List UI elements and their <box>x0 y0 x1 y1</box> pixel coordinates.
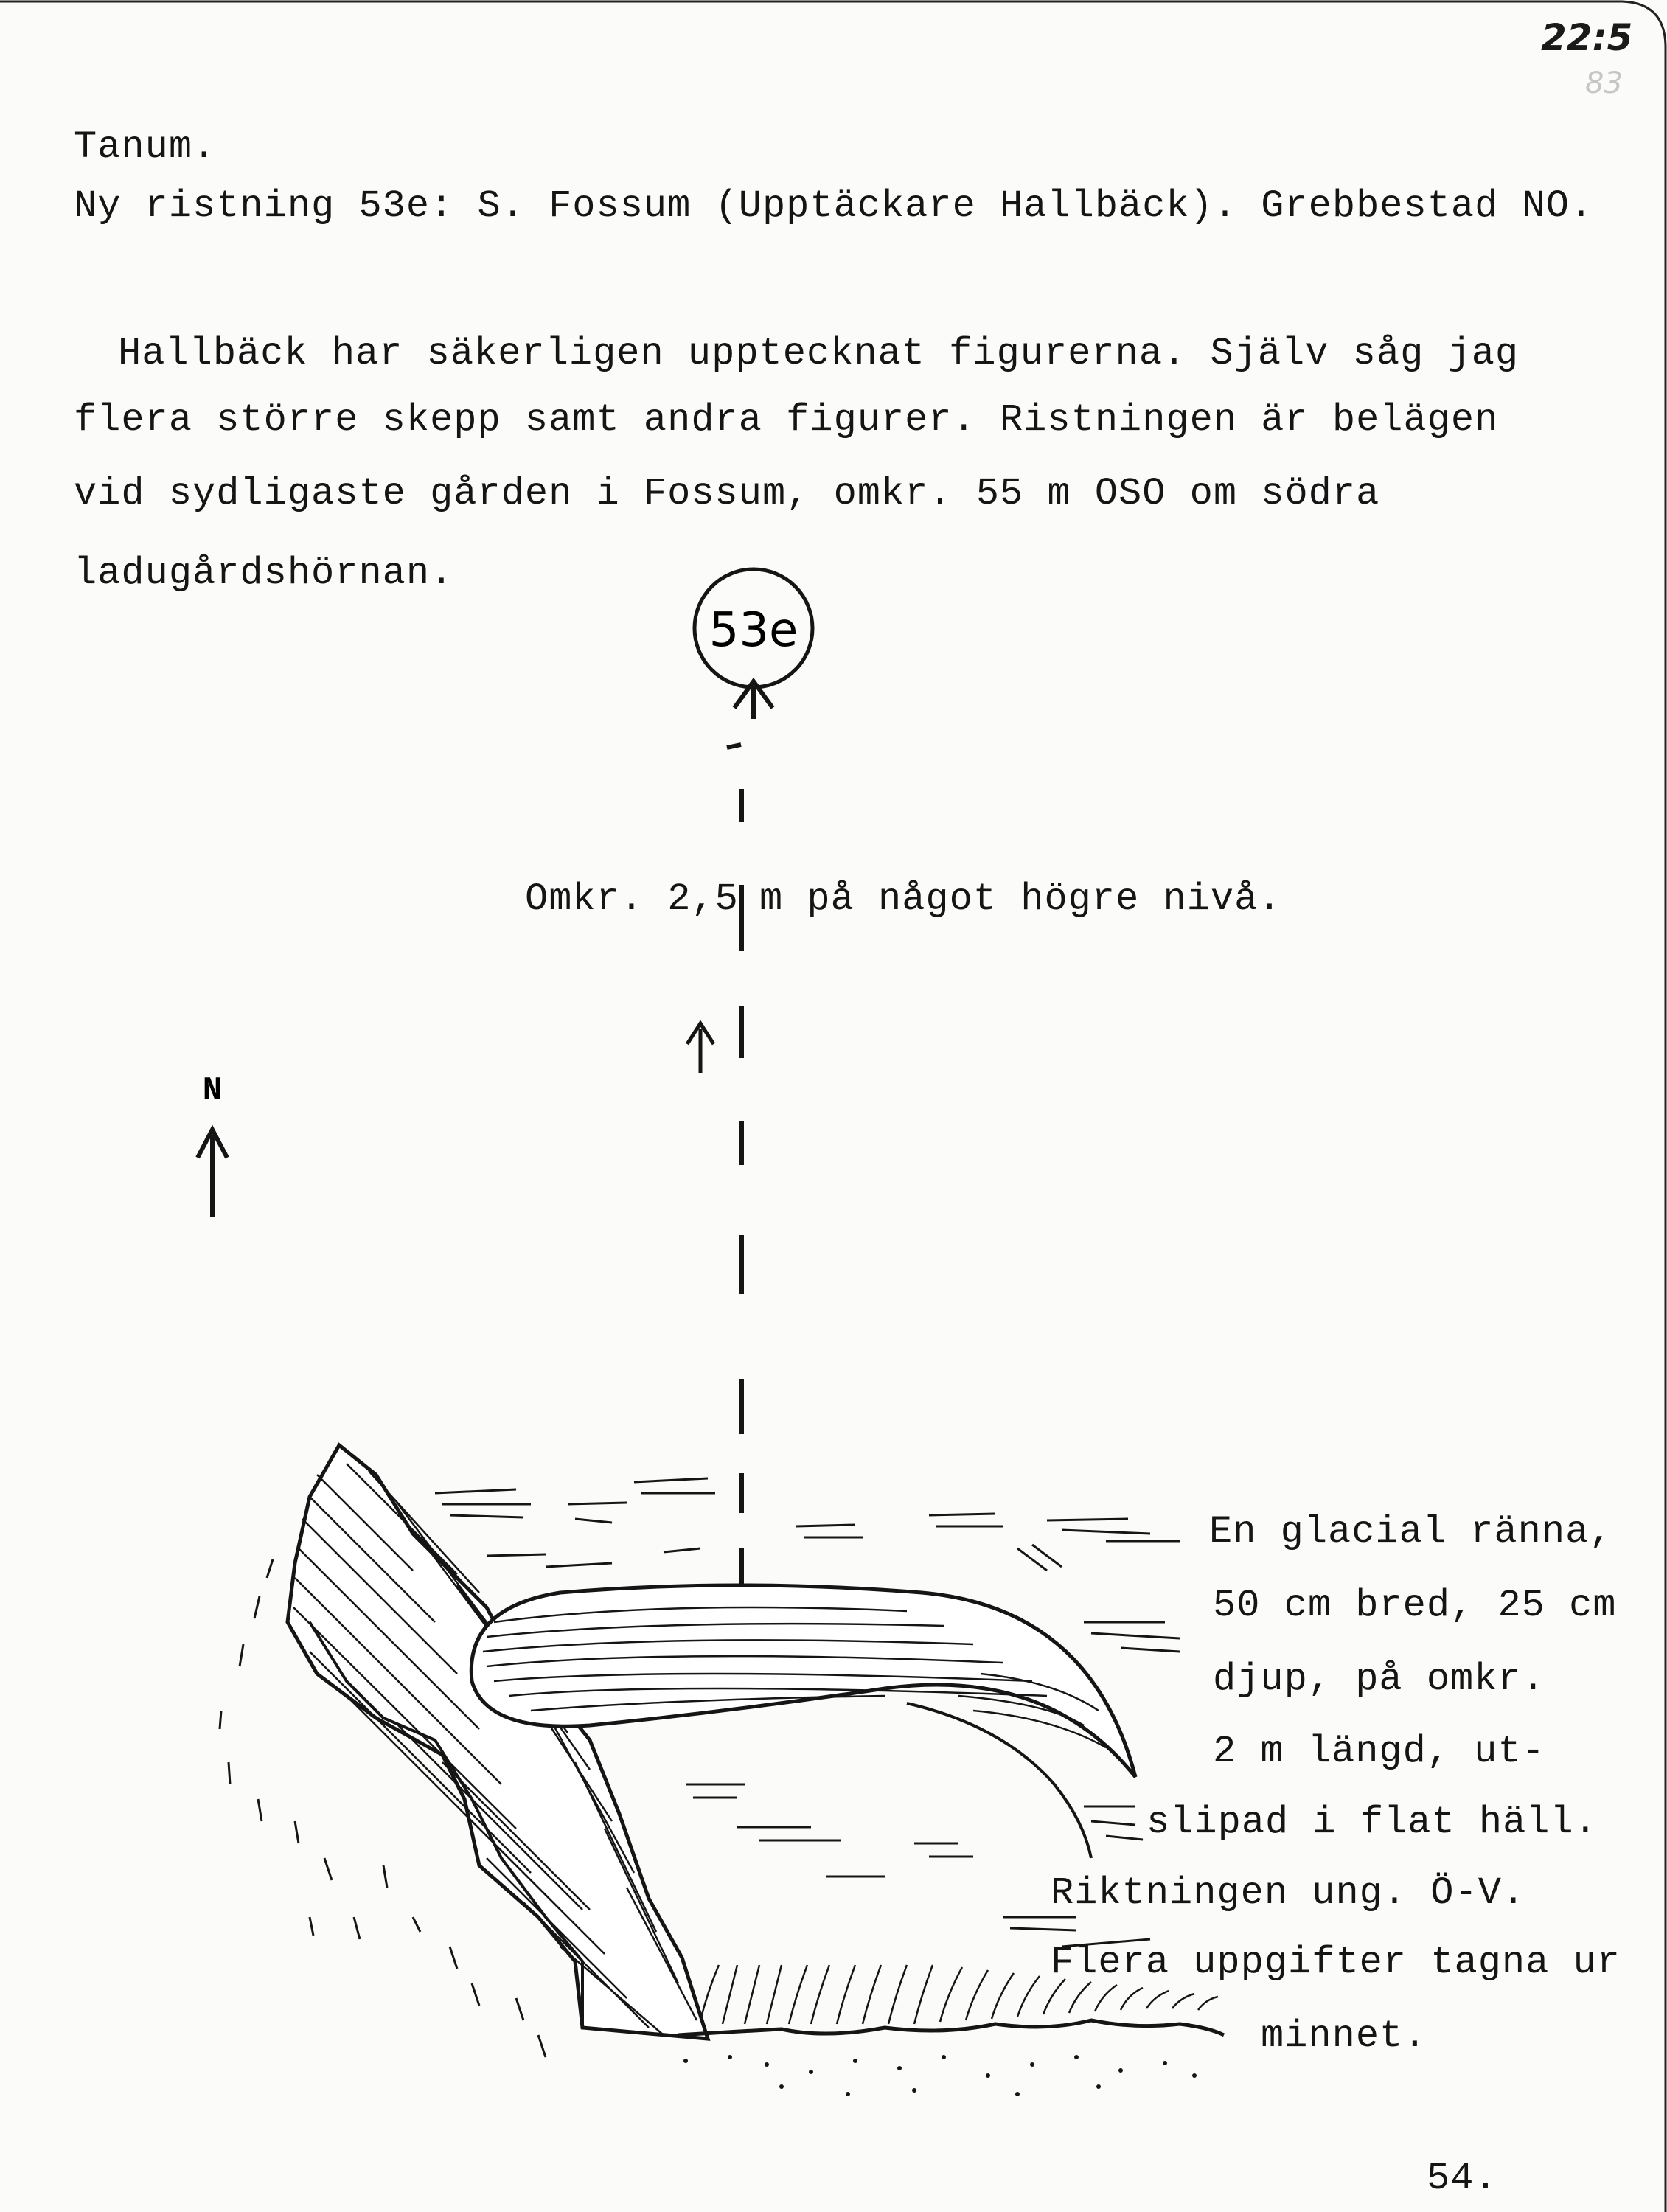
place-heading: Tanum. <box>74 125 217 169</box>
caption-line-7: Flera uppgifter tagna ur <box>1051 1941 1621 1984</box>
gravel-dots <box>683 2055 1197 2096</box>
caption-line-2: 50 cm bred, 25 cm <box>1213 1584 1617 1627</box>
page-number: 54. <box>1427 2157 1498 2200</box>
body-line-4: ladugårdshörnan. <box>74 552 454 595</box>
level-arrow-icon <box>687 1023 714 1073</box>
body-line-3: vid sydligaste gården i Fossum, omkr. 55 m OSO om södra <box>74 472 1380 515</box>
record-title: Ny ristning 53e: S. Fossum (Upptäckare Hallbäck). Grebbestad NO. <box>74 184 1594 228</box>
caption-line-6: Riktningen ung. Ö-V. <box>1051 1871 1526 1915</box>
body-line-2: flera större skepp samt andra figurer. Ristningen är belägen <box>74 398 1499 442</box>
site-marker-label: 53e <box>709 603 798 658</box>
caption-line-1: En glacial ränna, <box>1209 1510 1613 1554</box>
caption-line-4: 2 m längd, ut- <box>1213 1730 1545 1773</box>
groove-lower-edge <box>907 1703 1091 1858</box>
dashed-sight-line <box>727 745 742 1585</box>
archive-pencil-number: 83 <box>1585 66 1623 100</box>
distance-note-left: Omkr. 2,5 <box>525 877 739 921</box>
north-arrow-icon <box>198 1130 227 1217</box>
body-line-1: Hallbäck har säkerligen upptecknat figurerna. Själv såg jag <box>118 332 1520 375</box>
distance-note-right: m på något högre nivå. <box>759 877 1282 921</box>
rock-ridge <box>288 1445 708 2039</box>
caption-line-5: slipad i flat häll. <box>1146 1801 1598 1844</box>
foreground-edge <box>678 2020 1224 2035</box>
caption-line-3: djup, på omkr. <box>1213 1658 1545 1701</box>
archive-number: 22:5 <box>1541 16 1633 59</box>
north-label: N <box>202 1072 223 1109</box>
caption-line-8: minnet. <box>1261 2014 1427 2058</box>
